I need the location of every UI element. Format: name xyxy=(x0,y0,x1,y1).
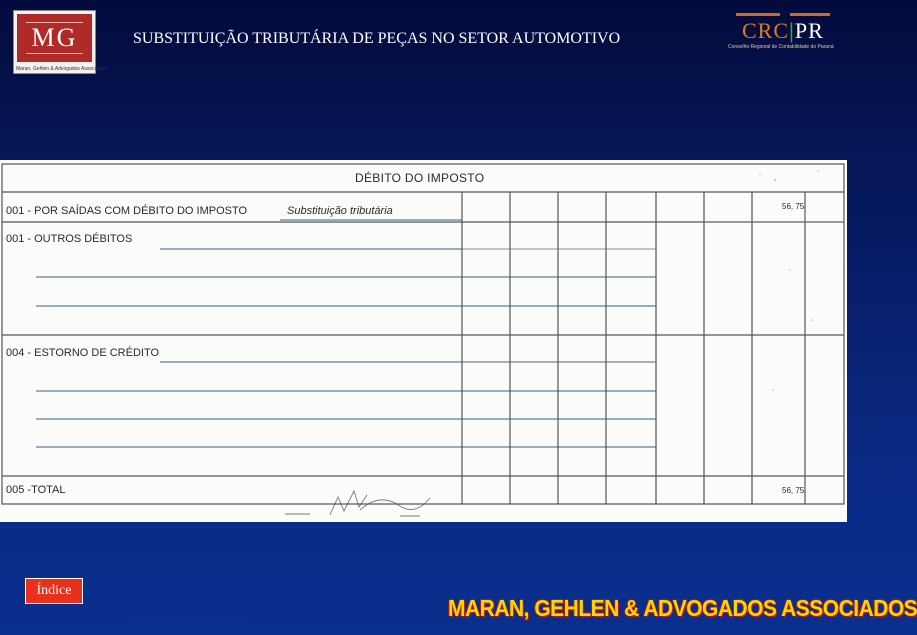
mg-logo-text: MG xyxy=(26,22,84,54)
logo-divider-icon: | xyxy=(789,18,795,43)
footer-firm-name: MARAN, GEHLEN & ADVOGADOS ASSOCIADOS xyxy=(448,596,917,622)
pr-logo-text: PR xyxy=(794,18,824,43)
mg-logo xyxy=(13,10,107,74)
crc-logo-text: CRC xyxy=(742,18,790,43)
index-button[interactable]: Índice xyxy=(25,578,83,604)
row-label-total: 005 -TOTAL xyxy=(6,484,66,496)
row-value-total: 56, 75 xyxy=(782,486,805,495)
row-value-debit-outputs: 56, 75 xyxy=(782,202,805,211)
crc-tagline: Conselho Regional de Contabilidade do Paraná xyxy=(728,44,834,50)
crc-pr-logo xyxy=(728,8,838,52)
mg-logo-subtitle: Maran, Gehlen & Advogados Associados xyxy=(16,66,107,72)
row-label-other-debits: 001 - OUTROS DÉBITOS xyxy=(6,233,133,245)
row-label-debit-outputs: 001 - POR SAÍDAS COM DÉBITO DO IMPOSTO xyxy=(6,205,248,217)
page-title: SUBSTITUIÇÃO TRIBUTÁRIA DE PEÇAS NO SETOR AUTOMOTIVO xyxy=(133,30,621,47)
tax-form-scan xyxy=(0,160,847,522)
mg-logo-mark xyxy=(17,14,92,62)
form-section-title: DÉBITO DO IMPOSTO xyxy=(355,171,485,185)
crc-pr-logo-word xyxy=(742,18,824,44)
row-note-substitution: Substituição tributária xyxy=(287,205,393,217)
row-label-credit-reversal: 004 - ESTORNO DE CRÉDITO xyxy=(6,347,160,359)
